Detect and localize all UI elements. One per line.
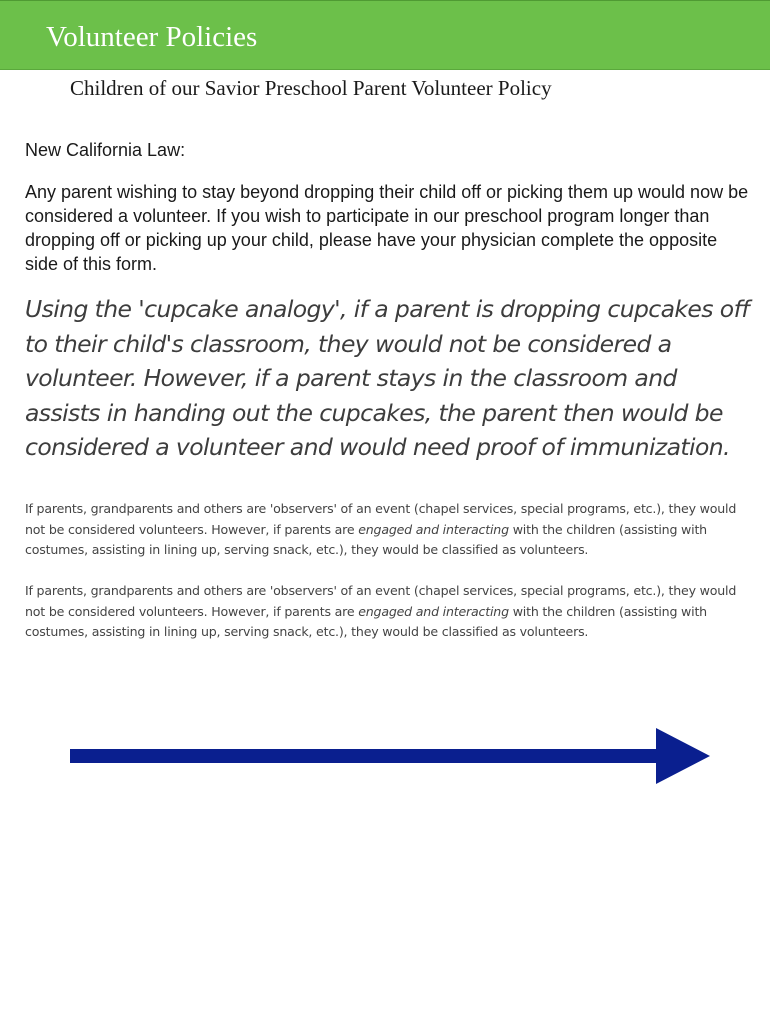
arrow-shaft (70, 749, 660, 763)
observers-text-after: with the children (assisting with costumes, assisting in lining up, serving snack, etc.), they would be classified as volunteers. (25, 521, 707, 557)
arrow-right-icon (70, 728, 710, 784)
observers-text-after: with the children (assisting with costumes, assisting in lining up, serving snack, etc.), they would be classified as volunteers. (25, 603, 707, 639)
page-title: Volunteer Policies (46, 21, 258, 53)
observers-emphasis: engaged and interacting (358, 521, 509, 537)
law-heading: New California Law: (25, 140, 186, 160)
observers-paragraph (25, 499, 755, 561)
header-bar (0, 0, 770, 70)
observers-paragraph (25, 581, 755, 643)
document-subtitle: Children of our Savior Preschool Parent Volunteer Policy (70, 76, 552, 100)
cupcake-analogy-paragraph: Using the 'cupcake analogy', if a parent is dropping cupcakes off to their child's classroom, they would not be considered a volunteer. However, if a parent stays in the classroom and assists in handing out the cupcakes, the parent then would be considered a volunteer and would need proof of immunization. (25, 295, 749, 461)
observers-emphasis: engaged and interacting (358, 603, 509, 619)
observers-text-before: If parents, grandparents and others are 'observers' of an event (chapel services, special programs, etc.), they would not be considered volunteers. However, if parents are (25, 583, 737, 619)
law-body-paragraph: Any parent wishing to stay beyond dropping their child off or picking them up would now be considered a volunteer. If you wish to participate in our preschool program longer than dropping off or picking up your child, please have your physician complete the opposite side of this form. (25, 182, 749, 274)
observers-text-before: If parents, grandparents and others are 'observers' of an event (chapel services, special programs, etc.), they would not be considered volunteers. However, if parents are (25, 501, 737, 537)
arrow-head (656, 728, 710, 784)
